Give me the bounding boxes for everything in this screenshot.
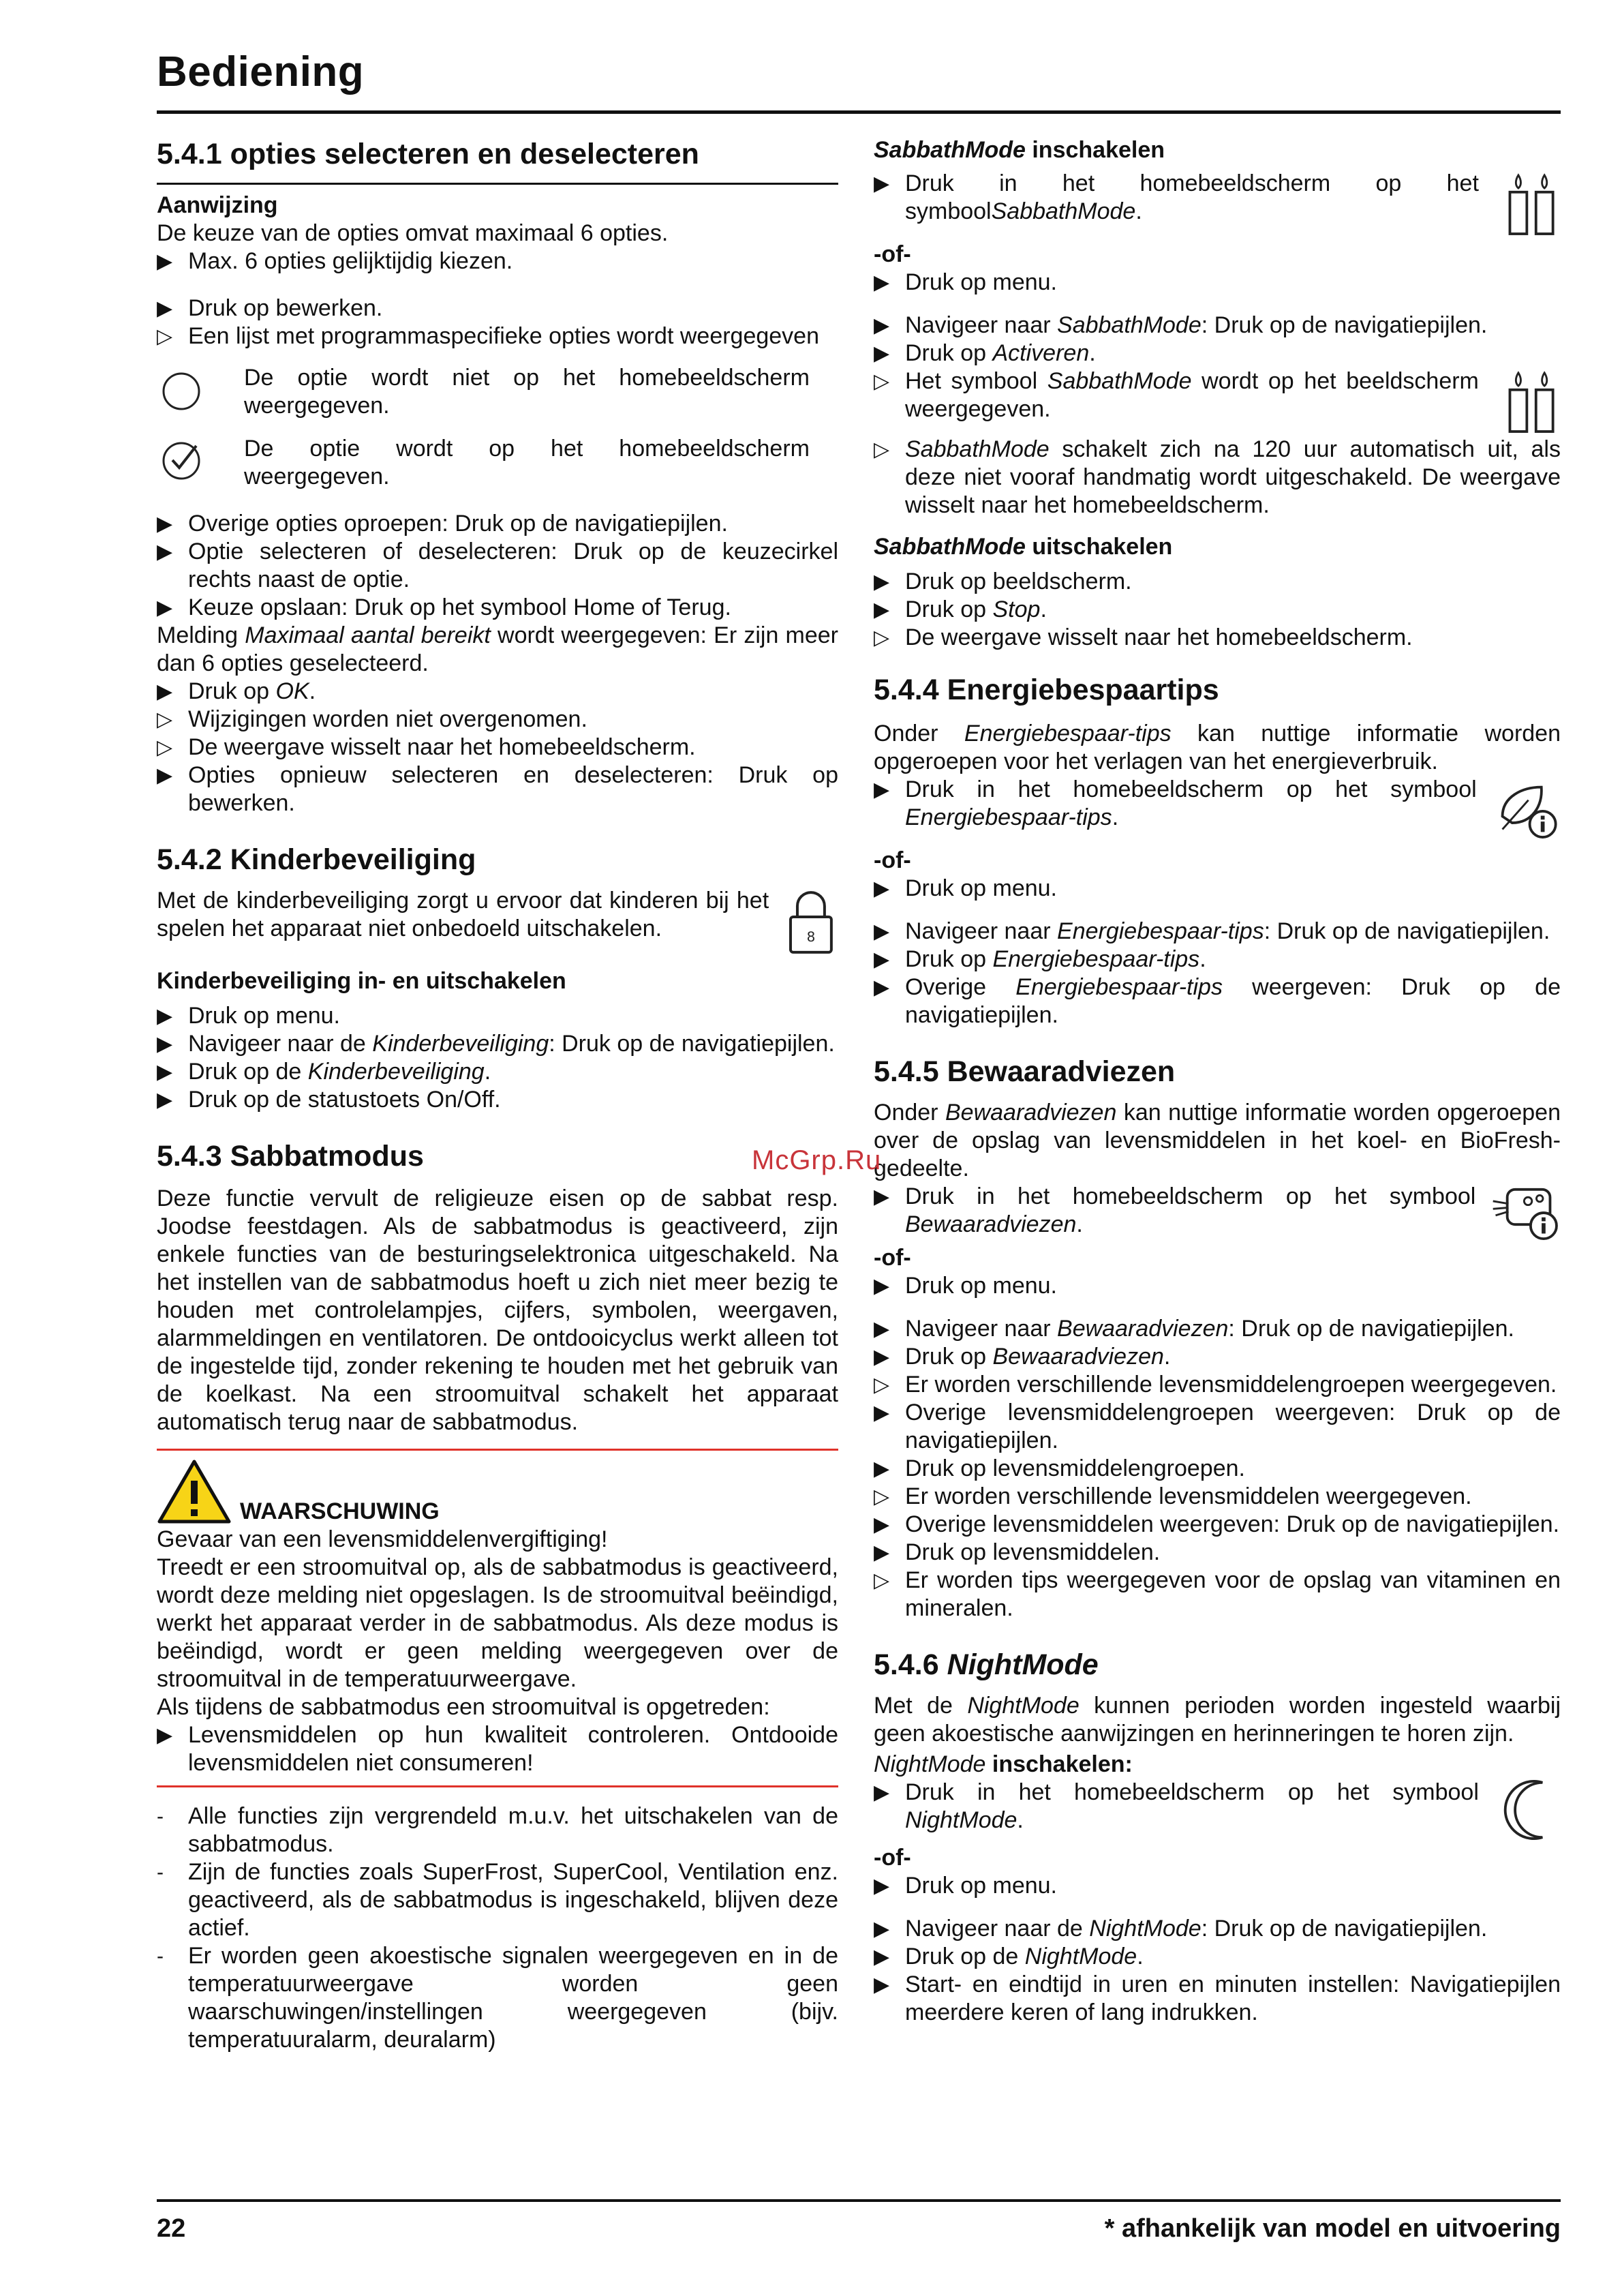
list-item: ▶ Keuze opslaan: Druk op het symbool Home of Terug. [157, 594, 731, 620]
or-label: -of- [874, 847, 911, 873]
list-item: ▶ Druk op menu. [874, 875, 1057, 901]
list-item: ▶ Druk op Bewaaradviezen. [874, 1344, 1171, 1370]
section-5-4-2-title: 5.4.2 Kinderbeveiliging [157, 843, 476, 876]
candles-icon [1502, 170, 1561, 238]
list-item: ▶ Druk op Energiebespaar-tips. [874, 946, 1206, 972]
list-item: ▷ Er worden verschillende levensmiddelen weergegeven. [874, 1483, 1472, 1509]
section-5-4-1-title: 5.4.1 opties selecteren en deselecteren [157, 136, 838, 185]
list-item: ▶ Start- en eindtijd in uren en minuten instellen: Navigatiepijlen meerdere keren of lang indrukken. [874, 1972, 1561, 2025]
page-number: 22 [157, 2214, 186, 2243]
warning-line: Gevaar van een levensmiddelenvergiftiging! [157, 1526, 608, 1552]
section-5-4-6-title: 5.4.6 NightMode [874, 1648, 1099, 1681]
footer-note: * afhankelijk van model en uitvoering [1104, 2214, 1561, 2243]
max-message: Melding Maximaal aantal bereikt wordt weergegeven: Er zijn meer dan 6 opties geselecteerd. [157, 622, 839, 676]
list-item: ▷ Wijzigingen worden niet overgenomen. [157, 706, 587, 732]
nightmode-subtitle: NightMode inschakelen: [874, 1751, 1133, 1777]
energy-symbol-row [874, 776, 1561, 844]
result-arrow-icon: ▷ [157, 325, 173, 348]
warning-title: WAARSCHUWING [240, 1498, 440, 1524]
action-arrow-icon: ▶ [157, 297, 173, 320]
option-on-row [157, 435, 838, 491]
or-label: -of- [874, 1845, 911, 1871]
list-item: ▷ SabbathMode schakelt zich na 120 uur automatisch uit, als deze niet vooraf handmatig wordt uitgeschakeld. De weergave wisselt naar het homebeeldscherm. [874, 436, 1561, 518]
list-item: ▶ Navigeer naar de Kinderbeveiliging: Druk op de navigatiepijlen. [157, 1031, 835, 1057]
energy-intro: Onder Energiebespaar-tips kan nuttige informatie worden opgeroepen voor het verlagen van het energieverbruik. [874, 721, 1561, 774]
list-item: ▶ Navigeer naar SabbathMode: Druk op de navigatiepijlen. [874, 312, 1488, 338]
list-item: ▷ De weergave wisselt naar het homebeeldscherm. [874, 624, 1413, 650]
checked-circle-icon [161, 439, 209, 487]
list-item: ▶ Druk op levensmiddelen. [874, 1539, 1161, 1565]
list-item: ▷ Er worden verschillende levensmiddelengroepen weergegeven. [874, 1372, 1557, 1398]
list-item: ▶ Druk op bewerken. [157, 295, 383, 321]
or-label: -of- [874, 1245, 911, 1271]
watermark: McGrp.Ru [752, 1145, 882, 1175]
moon-icon [1502, 1776, 1561, 1844]
action-arrow-icon: ▶ [157, 250, 173, 273]
list-item: ▶ Navigeer naar Energiebespaar-tips: Druk op de navigatiepijlen. [874, 918, 1550, 944]
footer-rule [157, 2199, 1561, 2202]
list-item: ▶ Druk op de NightMode. [874, 1944, 1144, 1969]
list-item: ▶ Opties opnieuw selecteren en deselecteren: Druk op bewerken. [157, 762, 838, 816]
list-item: ▶ Navigeer naar Bewaaradviezen: Druk op de navigatiepijlen. [874, 1316, 1514, 1342]
leaf-info-icon [1496, 776, 1561, 844]
list-item: ▶ Druk in het homebeeldscherm op het symbool NightMode. [874, 1779, 1479, 1833]
list-item: ▶ Druk op de Kinderbeveiliging. [157, 1059, 491, 1085]
sabbath-on-row [874, 170, 1561, 238]
candles-icon [1502, 367, 1561, 436]
option-off-row [157, 364, 838, 420]
list-item: ▶ Overige opties oproepen: Druk op de navigatiepijlen. [157, 511, 728, 537]
list-item: ▶ Druk op beeldscherm. [874, 569, 1132, 594]
option-off-text: De optie wordt niet op het homebeeldscherm weergegeven. [244, 365, 810, 419]
storage-intro: Onder Bewaaradviezen kan nuttige informatie worden opgeroepen over de opslag van levensmiddelen in het koel- en BioFresh-gedeelte. [874, 1100, 1561, 1181]
warning-text-2: Als tijdens de sabbatmodus een stroomuitval is opgetreden: [157, 1694, 770, 1720]
sabbath-intro: Deze functie vervult de religieuze eisen op de sabbat resp. Joodse feestdagen. Als de sabbatmodus is geactiveerd, zijn enkele functies van de besturingselektronica uitgeschakeld. Na het instellen van de sabbatmodus hoeft u zich niet meer bezig te houden met controlelampjes, cijfers, symbolen, weergaven, alarmmeldingen en ventilatoren. De ontdooicyclus werkt alleen tot de ingestelde tijd, zonder rekening te houden met het gebruik van de koelkast. Na een stroomuitval schakelt het apparaat automatisch terug naar de sabbatmodus. [157, 1185, 838, 1435]
header-rule [157, 110, 1561, 114]
svg-text:8: 8 [806, 928, 816, 945]
note-text: De keuze van de opties omvat maximaal 6 opties. [157, 220, 669, 246]
list-item: ▶ Optie selecteren of deselecteren: Druk op de keuzecirkel rechts naast de optie. [157, 539, 838, 592]
list-item: ▶ Levensmiddelen op hun kwaliteit controleren. Ontdooide levensmiddelen niet consumeren! [157, 1722, 838, 1776]
note-title: Aanwijzing [157, 192, 278, 218]
sabbath-off-title: SabbathMode uitschakelen [874, 534, 1173, 560]
padlock-icon [784, 887, 838, 955]
warning-triangle-icon [157, 1457, 232, 1526]
nightmode-symbol-row [874, 1779, 1561, 1844]
list-item: ▶ Druk op Stop. [874, 596, 1047, 622]
food-info-icon [1489, 1183, 1561, 1244]
list-item: ▶ Druk op OK. [157, 678, 316, 704]
unchecked-circle-icon [161, 371, 209, 419]
or-label: -of- [874, 241, 911, 267]
sabbath-symbol-row [874, 367, 1561, 436]
list-item: ▷ Een lijst met programmaspecifieke opties wordt weergegeven [157, 323, 820, 349]
section-5-4-5-title: 5.4.5 Bewaaradviezen [874, 1055, 1176, 1088]
list-item: ▶ Max. 6 opties gelijktijdig kiezen. [157, 248, 513, 274]
list-item: ▶ Druk op menu. [874, 1273, 1057, 1299]
list-item: ▶ Druk in het homebeeldscherm op het symbool Bewaaradviezen. [874, 1183, 1476, 1237]
warning-text: Treedt er een stroomuitval op, als de sabbatmodus is geactiveerd, wordt deze melding niet opgeslagen. Is de stroomuitval beëindigd, werkt het apparaat verder in de sabbatmodus. Als deze modus is beëindigd, wordt er geen melding weergegeven over de stroomuitval in de temperatuurweergave. [157, 1554, 838, 1692]
section-5-4-3-title: 5.4.3 Sabbatmodus [157, 1140, 424, 1173]
list-item: - Er worden geen akoestische signalen weergegeven en in de temperatuurweergave worden geen waarschuwingen/instellingen weergegeven (bijv. temperatuuralarm, deuralarm) [157, 1943, 838, 2053]
warning-header [157, 1457, 838, 1526]
list-item: ▷ De weergave wisselt naar het homebeeldscherm. [157, 734, 696, 760]
list-item: ▶ Druk op Activeren. [874, 340, 1096, 366]
section-5-4-4-title: 5.4.4 Energiebespaartips [874, 674, 1219, 706]
list-item: ▶ Overige Energiebespaar-tips weergeven: Druk op de navigatiepijlen. [874, 974, 1561, 1028]
list-item: ▷ Er worden tips weergegeven voor de opslag van vitaminen en mineralen. [874, 1567, 1561, 1621]
list-item: ▶ Druk op levensmiddelengroepen. [874, 1455, 1245, 1481]
list-item: ▶ Druk op menu. [874, 269, 1057, 295]
list-item: ▶ Druk op menu. [157, 1003, 340, 1029]
list-item: - Zijn de functies zoals SuperFrost, SuperCool, Ventilation enz. geactiveerd, als de sabbatmodus is ingeschakeld, blijven deze actief. [157, 1859, 838, 1941]
list-item: ▶ Druk op de statustoets On/Off. [157, 1087, 501, 1113]
nightmode-intro: Met de NightMode kunnen perioden worden ingesteld waarbij geen akoestische aanwijzingen en herinneringen te horen zijn. [874, 1693, 1561, 1747]
list-item: ▶ Druk op menu. [874, 1873, 1057, 1899]
child-lock-subtitle: Kinderbeveiliging in- en uitschakelen [157, 968, 566, 994]
list-item: ▶ Overige levensmiddelengroepen weergeven: Druk op de navigatiepijlen. [874, 1400, 1561, 1453]
sabbath-on-title: SabbathMode inschakelen [874, 137, 1165, 163]
right-column [874, 136, 1561, 2027]
list-item: ▶ Navigeer naar de NightMode: Druk op de navigatiepijlen. [874, 1916, 1488, 1942]
left-column [157, 136, 838, 2054]
child-lock-intro [157, 887, 838, 955]
storage-symbol-row [874, 1183, 1561, 1244]
list-item: ▶ Druk in het homebeeldscherm op het symbool Energiebespaar-tips. [874, 776, 1477, 830]
page-header-title: Bediening [157, 48, 365, 95]
list-item: - Alle functies zijn vergrendeld m.u.v. het uitschakelen van de sabbatmodus. [157, 1803, 838, 1857]
list-item: ▶ Overige levensmiddelen weergeven: Druk op de navigatiepijlen. [874, 1511, 1560, 1537]
option-on-text: De optie wordt op het homebeeldscherm weergegeven. [244, 436, 810, 489]
child-lock-intro-text: Met de kinderbeveiliging zorgt u ervoor dat kinderen bij het spelen het apparaat niet onbedoeld uitschakelen. [157, 888, 769, 941]
list-item: ▷ Het symbool SabbathMode wordt op het beeldscherm weergegeven. [874, 368, 1479, 422]
list-item: ▶ Druk in het homebeeldscherm op het symboolSabbathMode. [874, 170, 1479, 224]
